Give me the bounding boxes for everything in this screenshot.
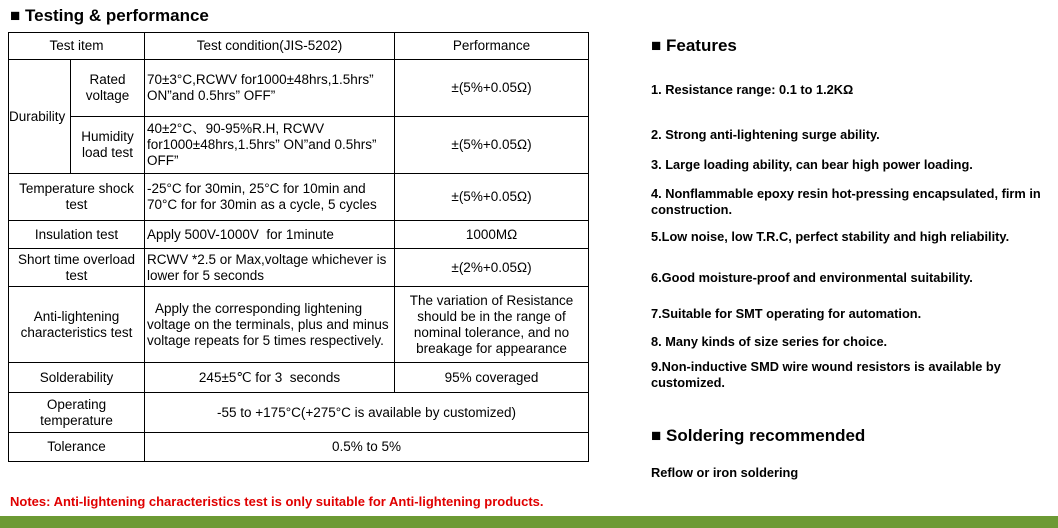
- table-row: [9, 117, 589, 174]
- test-item: Short time overload test: [9, 249, 145, 287]
- test-item: Solderability: [9, 363, 145, 393]
- test-subitem: Humidity load test: [71, 117, 145, 174]
- feature-item: 3. Large loading ability, can bear high power loading.: [651, 157, 973, 172]
- testing-heading: ■ Testing & performance: [10, 6, 209, 25]
- header-test-item: Test item: [9, 33, 145, 60]
- test-performance: ±(2%+0.05Ω): [395, 249, 589, 287]
- test-performance: The variation of Resistance should be in the range of nominal tolerance, and no breakage for appearance: [395, 287, 589, 363]
- table-row: [9, 249, 589, 287]
- test-item: Insulation test: [9, 221, 145, 249]
- test-subitem: Rated voltage: [71, 60, 145, 117]
- feature-item: 8. Many kinds of size series for choice.: [651, 334, 888, 349]
- test-item: Operating temperature: [9, 393, 145, 433]
- test-performance: ±(5%+0.05Ω): [395, 60, 589, 117]
- test-condition: [145, 287, 395, 363]
- header-test-condition: Test condition(JIS-5202): [145, 33, 395, 60]
- table-row: [9, 287, 589, 363]
- condition-text: -25°C for 30min, 25°C for 10min and 70°C for for 30min as a cycle, 5 cycles: [147, 181, 377, 212]
- table-row: [9, 221, 589, 249]
- test-item: Tolerance: [9, 433, 145, 462]
- footer-bar: [0, 516, 1058, 528]
- table-row: [9, 393, 589, 433]
- feature-item: 1. Resistance range: 0.1 to 1.2KΩ: [651, 82, 854, 97]
- feature-item: 2. Strong anti-lightening surge ability.: [651, 127, 880, 142]
- feature-item: 4. Nonflammable epoxy resin hot-pressing encapsulated, firm in construction.: [651, 186, 1041, 217]
- test-performance: 95% coveraged: [395, 363, 589, 393]
- test-condition: [145, 117, 395, 174]
- soldering-text: Reflow or iron soldering: [651, 465, 799, 480]
- feature-item: 7.Suitable for SMT operating for automation.: [651, 306, 922, 321]
- table-row: [9, 433, 589, 462]
- features-heading: ■ Features: [651, 36, 737, 55]
- test-condition: 0.5% to 5%: [145, 433, 589, 462]
- test-performance: 1000MΩ: [395, 221, 589, 249]
- table-row: [9, 174, 589, 221]
- table-row: [9, 60, 589, 117]
- test-item: Anti-lightening characteristics test: [9, 287, 145, 363]
- test-condition: -55 to +175°C(+275°C is available by customized): [145, 393, 589, 433]
- feature-item: 6.Good moisture-proof and environmental suitability.: [651, 270, 973, 285]
- table-row: [9, 363, 589, 393]
- test-condition: [145, 60, 395, 117]
- table-header-row: [9, 33, 589, 60]
- test-condition: [145, 174, 395, 221]
- test-condition: 245±5℃ for 3 seconds: [145, 363, 395, 393]
- notes-text: Notes: Anti-lightening characteristics test is only suitable for Anti-lightening products.: [10, 494, 544, 509]
- test-condition: RCWV *2.5 or Max,voltage whichever is lower for 5 seconds: [145, 249, 395, 287]
- test-performance: ±(5%+0.05Ω): [395, 174, 589, 221]
- condition-text: 70±3°C,RCWV for1000±48hrs,1.5hrs” ON”and 0.5hrs” OFF”: [147, 72, 374, 103]
- soldering-heading: ■ Soldering recommended: [651, 426, 866, 445]
- feature-item: 5.Low noise, low T.R.C, perfect stability and high reliability.: [651, 229, 1010, 244]
- durability-label: Durability: [9, 60, 71, 174]
- condition-text: Apply the corresponding lightening voltage on the terminals, plus and minus voltage repeats for 5 times respectively.: [147, 300, 389, 348]
- condition-text: 40±2°C、90-95%R.H, RCWV for1000±48hrs,1.5hrs” ON”and 0.5hrs” OFF”: [147, 121, 377, 168]
- header-performance: Performance: [395, 33, 589, 60]
- test-item: Temperature shock test: [9, 174, 145, 221]
- feature-item: 9.Non-inductive SMD wire wound resistors is available by customized.: [651, 359, 1001, 390]
- test-condition: Apply 500V-1000V for 1minute: [145, 221, 395, 249]
- testing-table: [8, 32, 589, 462]
- test-performance: ±(5%+0.05Ω): [395, 117, 589, 174]
